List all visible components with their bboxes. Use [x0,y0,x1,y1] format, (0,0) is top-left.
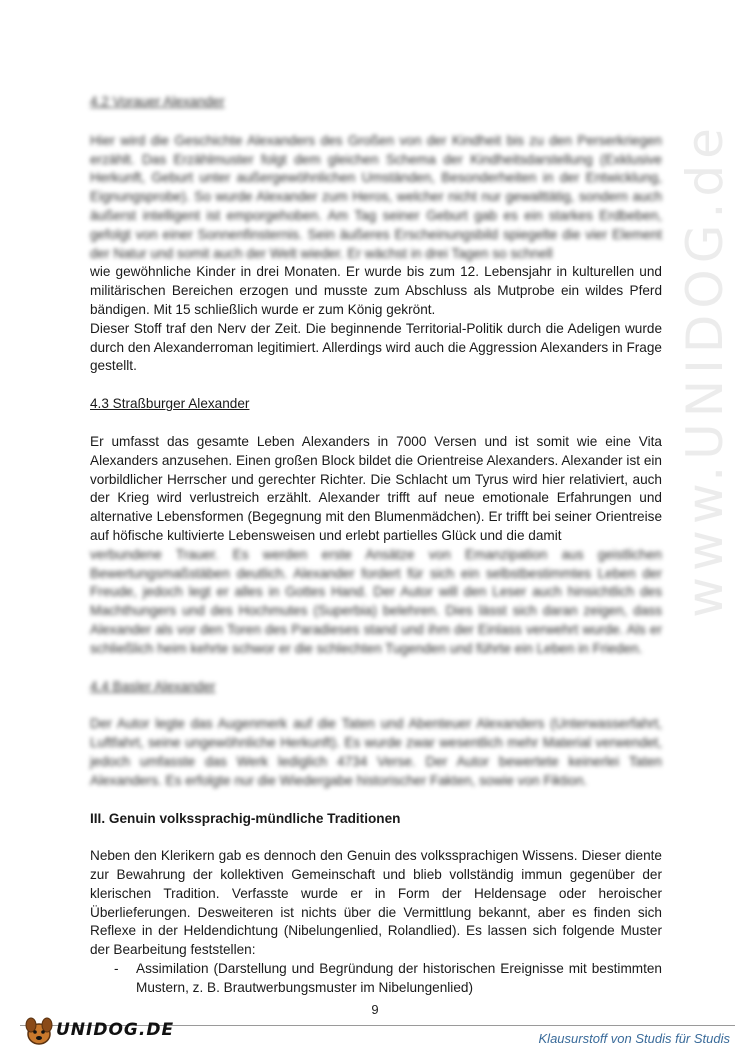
basler-blurred-text: Der Autor legte das Augenmerk auf die Taten und Abenteuer Alexanders (Unterwasserfahrt, Luftfahrt, seine ungewöhnliche Herkunft). Es wurde zwar wesentlich mehr Material verwendet, jedoch umfasste das Werk lediglich 4734 Verse. Der Autor bewertete keinerlei Taten Alexanders. Es erfolgte nur die Wiedergabe historischer Fakten, sowie von Fiktion. [90,716,662,788]
traditionen-paragraph: Neben den Klerikern gab es dennoch den Genuin des volkssprachigen Wissens. Dieser diente zur Bewahrung der kollektiven Gemeinschaft und blieb vollständig immun gegenüber der klerischen Tradition. Verfasste wurde er in Form der Heldensage oder heroischer Überlieferungen. Desweiteren ist nichts über die Vermittlung bekannt, aber es finden sich Reflexe in der Heldendichtung (Nibelungenlied, Rolandlied). Es lassen sich folgende Muster der Bearbeitung feststellen: [90,848,662,958]
page-content [90,0,662,998]
list-bullet: - [114,961,119,977]
list-item-text: Assimilation (Darstellung und Begründung der historischen Ereignisse mit bestimmten Mustern, z. B. Brautwerbungsmuster im Nibelungenlied) [136,961,662,995]
page-number: 9 [371,1002,379,1017]
pattern-list [90,960,662,998]
logo-text: UNIDOG.DE [56,1020,175,1040]
strassburger-paragraph: Er umfasst das gesamte Leben Alexanders in 7000 Versen und ist somit wie eine Vita Alexanders anzusehen. Einen großen Block bildet die Orientreise Alexanders. Alexander ist ein vorbildlicher Herrscher und gerechter Richter. Die Schlacht um Tyrus wird hier relativiert, auch der Krieg wird verlustreich erzählt. Alexander trifft auf neue emotionale Erfahrungen und alternative Lebensformen (Begegnung mit den Blumenmädchen). Er trifft bei seiner Orientreise auf höfische kultivierte Lebensweisen und erlebt partielles Glück und die damit [90,433,662,543]
vorauer-blurred-text: Hier wird die Geschichte Alexanders des Großen von der Kindheit bis zu den Perserkriegen erzählt. Das Erzählmuster folgt dem gleichen Schema der Kindheitsdarstellung (Exklusive Herkunft, Geburt unter außergewöhnlichen Umständen, Besonderheiten in der Entwicklung, Eignungsprobe). So wurde Alexander zum Heros, welcher nicht nur gewalttätig, sondern auch äußerst intelligent ist emporgehoben. Am Tag seiner Geburt gab es ein starkes Erdbeben, gefolgt von einer Sonnenfinsternis. Sein äußeres Erscheinungsbild spiegelte die vier Element der Natur und somit auch der Welt wieder. Er wächst in drei Tagen so schnell [90,132,662,261]
dog-icon [22,1012,56,1048]
watermark-text: www.UNIDOG.de [676,122,734,618]
strassburger-blurred-text: verbundene Trauer. Es werden erste Ansätze von Emanzipation aus geistlichen Bewertungsmaßstäben deutlich. Alexander fordert für sich ein selbstbestimmtes Leben der Freude, jedoch legt er alles in Gottes Hand. Der Autor will den Leser auch hinsichtlich des Machthungers und des Hochmutes (Superbia) belehren. Dies lässt sich daran zeigen, dass Alexander als vor den Toren des Paradieses stand und ihm der Einlass verwehrt wurde. Als er schließlich heim kehrte schwor er die schlechten Tugenden und führte ein Leben in Frieden. [90,546,662,656]
list-item [90,960,662,998]
vorauer-paragraph-2: Dieser Stoff traf den Nerv der Zeit. Die beginnende Territorial-Politik durch die Adeligen wurde durch den Alexanderroman legitimiert. Allerdings wird auch die Aggression Alexanders in Frage gestellt. [90,320,662,374]
section-heading-strassburger: 4.3 Straßburger Alexander [90,396,250,412]
vorauer-paragraph-1: wie gewöhnliche Kinder in drei Monaten. Er wurde bis zum 12. Lebensjahr in kulturellen und militärischen Bereichen erzogen und musste zum Abschluss als Mutprobe ein wildes Pferd bändigen. Mit 15 schließlich wurde er zum König gekrönt. [90,264,662,317]
footer-tagline: Klausurstoff von Studis für Studis [538,1031,730,1046]
section-heading-basler: 4.4 Basler Alexander [90,678,216,694]
unidog-logo [22,1012,175,1048]
section-heading-traditionen: III. Genuin volkssprachig-mündliche Traditionen [90,810,401,826]
section-heading-vorauer: 4.2 Vorauer Alexander [90,94,225,109]
